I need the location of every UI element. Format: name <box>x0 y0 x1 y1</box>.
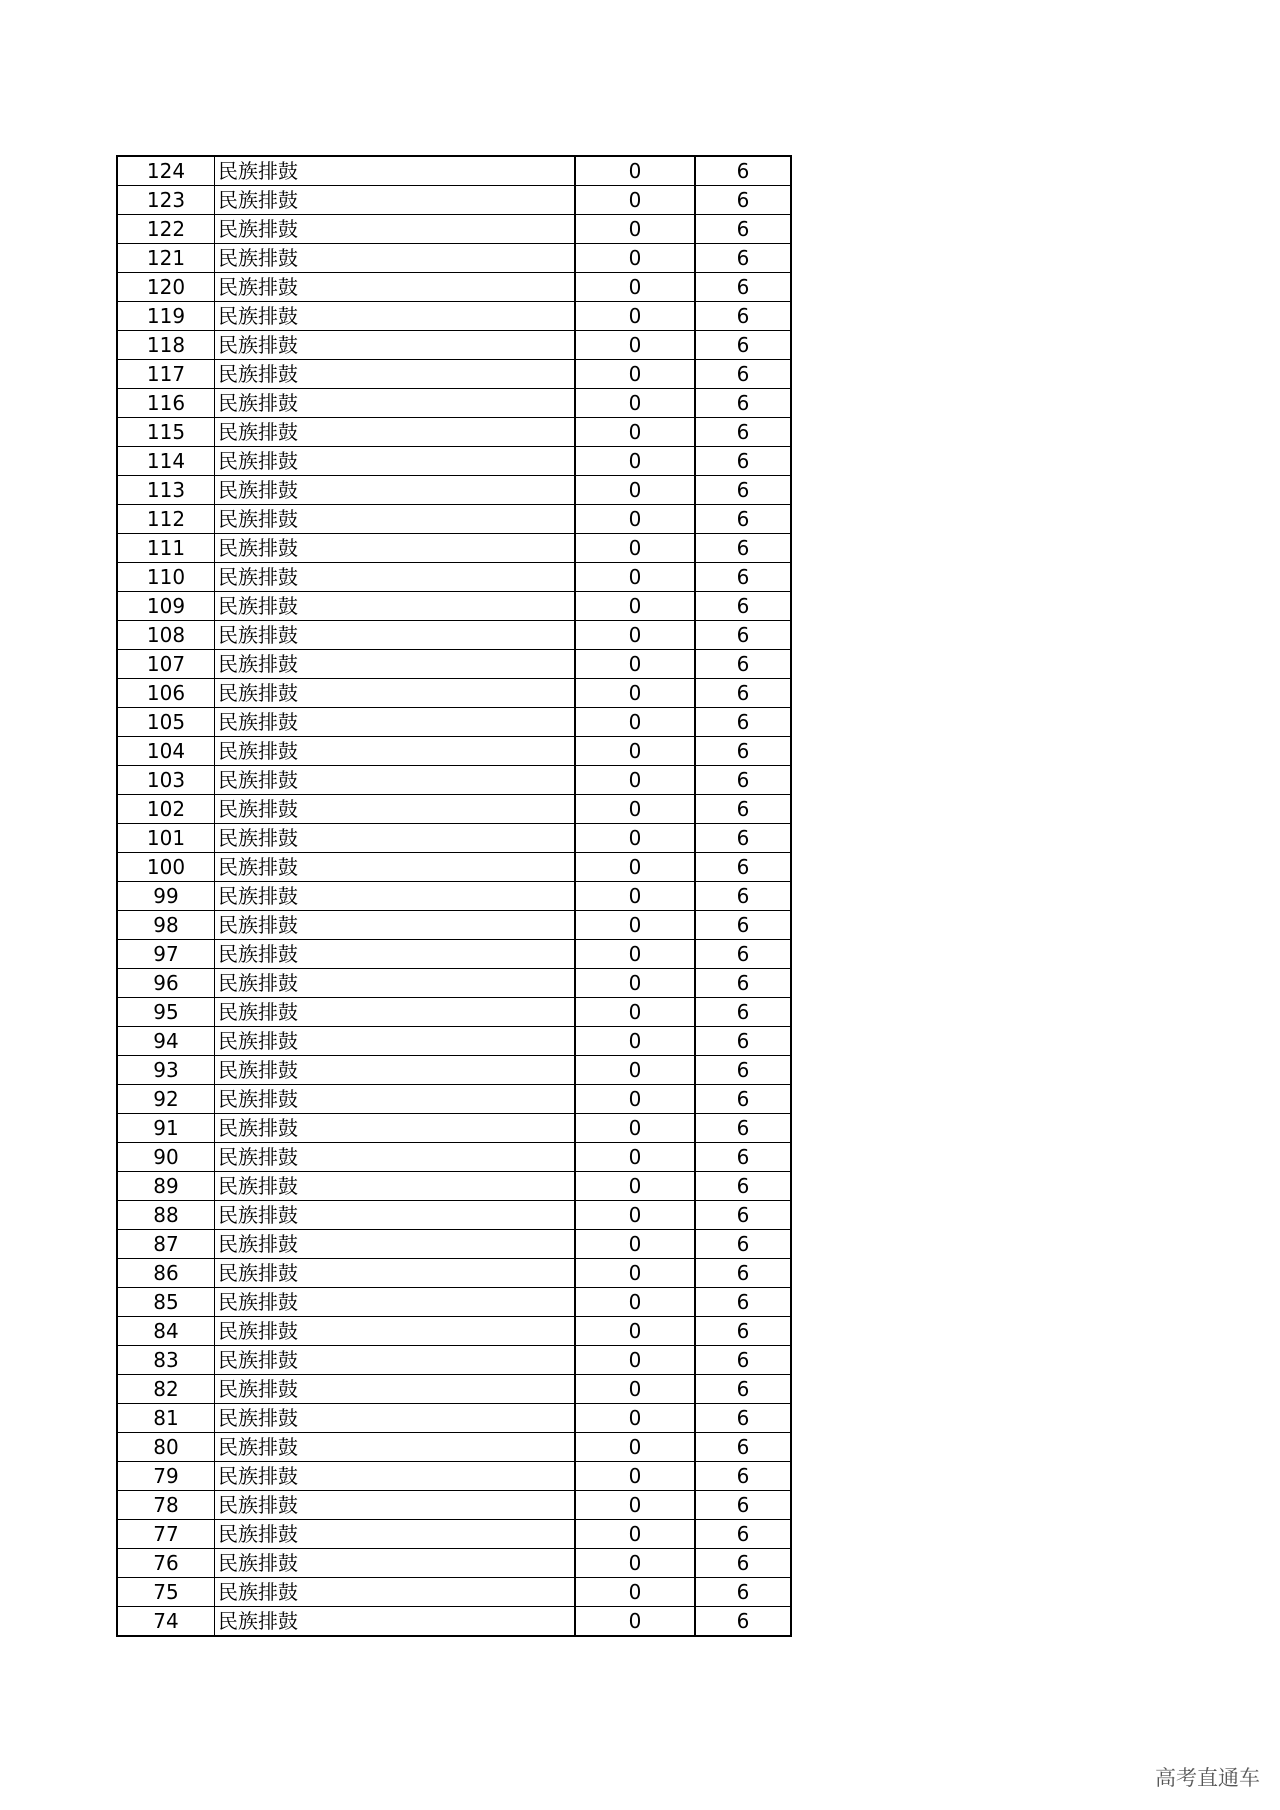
rank-cell: 113 <box>117 476 215 505</box>
name-cell: 民族排鼓 <box>215 1433 576 1462</box>
rank-cell: 112 <box>117 505 215 534</box>
rank-cell: 95 <box>117 998 215 1027</box>
value-a-cell: 0 <box>575 1607 695 1637</box>
rank-cell: 86 <box>117 1259 215 1288</box>
rank-cell: 90 <box>117 1143 215 1172</box>
value-b-cell: 6 <box>695 621 791 650</box>
table-row <box>117 766 791 795</box>
table-row <box>117 1201 791 1230</box>
table-row <box>117 1230 791 1259</box>
value-a-cell: 0 <box>575 186 695 215</box>
table-row <box>117 1288 791 1317</box>
rank-cell: 122 <box>117 215 215 244</box>
rank-cell: 105 <box>117 708 215 737</box>
name-cell: 民族排鼓 <box>215 476 576 505</box>
value-b-cell: 6 <box>695 1056 791 1085</box>
value-b-cell: 6 <box>695 1027 791 1056</box>
table-row <box>117 1549 791 1578</box>
value-b-cell: 6 <box>695 1404 791 1433</box>
value-a-cell: 0 <box>575 1433 695 1462</box>
value-b-cell: 6 <box>695 447 791 476</box>
table-row <box>117 940 791 969</box>
name-cell: 民族排鼓 <box>215 795 576 824</box>
value-a-cell: 0 <box>575 1056 695 1085</box>
value-b-cell: 6 <box>695 679 791 708</box>
rank-cell: 91 <box>117 1114 215 1143</box>
table-row <box>117 911 791 940</box>
table-row <box>117 563 791 592</box>
table-row <box>117 1143 791 1172</box>
rank-cell: 116 <box>117 389 215 418</box>
value-a-cell: 0 <box>575 1317 695 1346</box>
name-cell: 民族排鼓 <box>215 360 576 389</box>
name-cell: 民族排鼓 <box>215 1346 576 1375</box>
value-a-cell: 0 <box>575 1201 695 1230</box>
value-a-cell: 0 <box>575 708 695 737</box>
name-cell: 民族排鼓 <box>215 853 576 882</box>
table-row <box>117 1172 791 1201</box>
rank-cell: 96 <box>117 969 215 998</box>
name-cell: 民族排鼓 <box>215 418 576 447</box>
table-row <box>117 244 791 273</box>
value-b-cell: 6 <box>695 186 791 215</box>
rank-cell: 120 <box>117 273 215 302</box>
rank-cell: 107 <box>117 650 215 679</box>
name-cell: 民族排鼓 <box>215 998 576 1027</box>
value-a-cell: 0 <box>575 882 695 911</box>
value-b-cell: 6 <box>695 882 791 911</box>
rank-cell: 94 <box>117 1027 215 1056</box>
value-a-cell: 0 <box>575 940 695 969</box>
table-row <box>117 1056 791 1085</box>
name-cell: 民族排鼓 <box>215 1404 576 1433</box>
name-cell: 民族排鼓 <box>215 679 576 708</box>
table-row <box>117 853 791 882</box>
value-a-cell: 0 <box>575 592 695 621</box>
table-row <box>117 302 791 331</box>
value-a-cell: 0 <box>575 505 695 534</box>
value-a-cell: 0 <box>575 1520 695 1549</box>
rank-cell: 104 <box>117 737 215 766</box>
table-row <box>117 969 791 998</box>
value-a-cell: 0 <box>575 853 695 882</box>
value-a-cell: 0 <box>575 795 695 824</box>
value-b-cell: 6 <box>695 389 791 418</box>
value-b-cell: 6 <box>695 563 791 592</box>
value-b-cell: 6 <box>695 273 791 302</box>
name-cell: 民族排鼓 <box>215 592 576 621</box>
value-a-cell: 0 <box>575 1085 695 1114</box>
rank-cell: 117 <box>117 360 215 389</box>
value-a-cell: 0 <box>575 1462 695 1491</box>
value-b-cell: 6 <box>695 1346 791 1375</box>
name-cell: 民族排鼓 <box>215 1288 576 1317</box>
table-row <box>117 360 791 389</box>
value-a-cell: 0 <box>575 447 695 476</box>
value-a-cell: 0 <box>575 563 695 592</box>
value-b-cell: 6 <box>695 534 791 563</box>
rank-cell: 108 <box>117 621 215 650</box>
table-row <box>117 1491 791 1520</box>
value-b-cell: 6 <box>695 1114 791 1143</box>
value-a-cell: 0 <box>575 244 695 273</box>
table-body <box>117 156 791 1636</box>
name-cell: 民族排鼓 <box>215 331 576 360</box>
name-cell: 民族排鼓 <box>215 1114 576 1143</box>
rank-cell: 101 <box>117 824 215 853</box>
value-a-cell: 0 <box>575 534 695 563</box>
table-row <box>117 505 791 534</box>
value-b-cell: 6 <box>695 708 791 737</box>
rank-cell: 92 <box>117 1085 215 1114</box>
name-cell: 民族排鼓 <box>215 1578 576 1607</box>
table-row <box>117 592 791 621</box>
table-row <box>117 186 791 215</box>
value-b-cell: 6 <box>695 244 791 273</box>
rank-cell: 99 <box>117 882 215 911</box>
value-b-cell: 6 <box>695 360 791 389</box>
rank-cell: 110 <box>117 563 215 592</box>
table-row <box>117 534 791 563</box>
table-row <box>117 1375 791 1404</box>
name-cell: 民族排鼓 <box>215 447 576 476</box>
name-cell: 民族排鼓 <box>215 302 576 331</box>
value-b-cell: 6 <box>695 1491 791 1520</box>
value-b-cell: 6 <box>695 1520 791 1549</box>
name-cell: 民族排鼓 <box>215 505 576 534</box>
table-row <box>117 215 791 244</box>
name-cell: 民族排鼓 <box>215 1607 576 1637</box>
rank-cell: 115 <box>117 418 215 447</box>
value-b-cell: 6 <box>695 795 791 824</box>
value-a-cell: 0 <box>575 621 695 650</box>
value-a-cell: 0 <box>575 1288 695 1317</box>
value-b-cell: 6 <box>695 418 791 447</box>
table-row <box>117 679 791 708</box>
table-row <box>117 1259 791 1288</box>
table-row <box>117 1346 791 1375</box>
name-cell: 民族排鼓 <box>215 1317 576 1346</box>
value-a-cell: 0 <box>575 650 695 679</box>
value-b-cell: 6 <box>695 592 791 621</box>
value-a-cell: 0 <box>575 1143 695 1172</box>
table-row <box>117 1085 791 1114</box>
name-cell: 民族排鼓 <box>215 389 576 418</box>
value-a-cell: 0 <box>575 969 695 998</box>
value-b-cell: 6 <box>695 1172 791 1201</box>
table-row <box>117 1433 791 1462</box>
rank-cell: 81 <box>117 1404 215 1433</box>
value-a-cell: 0 <box>575 302 695 331</box>
value-b-cell: 6 <box>695 331 791 360</box>
value-b-cell: 6 <box>695 156 791 186</box>
value-a-cell: 0 <box>575 824 695 853</box>
rank-cell: 80 <box>117 1433 215 1462</box>
value-b-cell: 6 <box>695 476 791 505</box>
name-cell: 民族排鼓 <box>215 1549 576 1578</box>
rank-cell: 87 <box>117 1230 215 1259</box>
value-a-cell: 0 <box>575 998 695 1027</box>
rank-cell: 97 <box>117 940 215 969</box>
value-b-cell: 6 <box>695 1462 791 1491</box>
value-b-cell: 6 <box>695 911 791 940</box>
table-row <box>117 795 791 824</box>
value-b-cell: 6 <box>695 737 791 766</box>
rank-cell: 98 <box>117 911 215 940</box>
value-a-cell: 0 <box>575 360 695 389</box>
value-b-cell: 6 <box>695 1230 791 1259</box>
table-row <box>117 708 791 737</box>
name-cell: 民族排鼓 <box>215 186 576 215</box>
name-cell: 民族排鼓 <box>215 1259 576 1288</box>
value-b-cell: 6 <box>695 853 791 882</box>
rank-cell: 123 <box>117 186 215 215</box>
value-b-cell: 6 <box>695 1607 791 1637</box>
rank-cell: 79 <box>117 1462 215 1491</box>
rank-cell: 111 <box>117 534 215 563</box>
value-b-cell: 6 <box>695 1143 791 1172</box>
rank-cell: 114 <box>117 447 215 476</box>
value-a-cell: 0 <box>575 679 695 708</box>
name-cell: 民族排鼓 <box>215 621 576 650</box>
value-b-cell: 6 <box>695 940 791 969</box>
rank-cell: 84 <box>117 1317 215 1346</box>
rank-cell: 100 <box>117 853 215 882</box>
rank-cell: 74 <box>117 1607 215 1637</box>
value-a-cell: 0 <box>575 331 695 360</box>
rank-cell: 124 <box>117 156 215 186</box>
table-row <box>117 1027 791 1056</box>
value-b-cell: 6 <box>695 505 791 534</box>
value-a-cell: 0 <box>575 418 695 447</box>
score-table <box>116 155 792 1637</box>
value-a-cell: 0 <box>575 1259 695 1288</box>
rank-cell: 82 <box>117 1375 215 1404</box>
value-b-cell: 6 <box>695 1433 791 1462</box>
rank-cell: 76 <box>117 1549 215 1578</box>
rank-cell: 85 <box>117 1288 215 1317</box>
name-cell: 民族排鼓 <box>215 1201 576 1230</box>
name-cell: 民族排鼓 <box>215 563 576 592</box>
name-cell: 民族排鼓 <box>215 1085 576 1114</box>
rank-cell: 106 <box>117 679 215 708</box>
rank-cell: 102 <box>117 795 215 824</box>
name-cell: 民族排鼓 <box>215 1462 576 1491</box>
rank-cell: 75 <box>117 1578 215 1607</box>
name-cell: 民族排鼓 <box>215 534 576 563</box>
rank-cell: 89 <box>117 1172 215 1201</box>
value-a-cell: 0 <box>575 911 695 940</box>
table-row <box>117 824 791 853</box>
value-a-cell: 0 <box>575 1230 695 1259</box>
value-b-cell: 6 <box>695 969 791 998</box>
name-cell: 民族排鼓 <box>215 1520 576 1549</box>
watermark-text: 高考直通车 <box>1155 1766 1260 1790</box>
table-row <box>117 418 791 447</box>
value-b-cell: 6 <box>695 998 791 1027</box>
table-row <box>117 1462 791 1491</box>
value-b-cell: 6 <box>695 650 791 679</box>
value-a-cell: 0 <box>575 1027 695 1056</box>
value-a-cell: 0 <box>575 156 695 186</box>
name-cell: 民族排鼓 <box>215 737 576 766</box>
value-a-cell: 0 <box>575 766 695 795</box>
value-b-cell: 6 <box>695 215 791 244</box>
rank-cell: 103 <box>117 766 215 795</box>
value-b-cell: 6 <box>695 1288 791 1317</box>
name-cell: 民族排鼓 <box>215 882 576 911</box>
name-cell: 民族排鼓 <box>215 650 576 679</box>
value-a-cell: 0 <box>575 1549 695 1578</box>
value-a-cell: 0 <box>575 273 695 302</box>
table-row <box>117 156 791 186</box>
value-b-cell: 6 <box>695 766 791 795</box>
table-row <box>117 998 791 1027</box>
table-row <box>117 650 791 679</box>
name-cell: 民族排鼓 <box>215 156 576 186</box>
name-cell: 民族排鼓 <box>215 244 576 273</box>
name-cell: 民族排鼓 <box>215 1027 576 1056</box>
value-a-cell: 0 <box>575 1491 695 1520</box>
value-b-cell: 6 <box>695 824 791 853</box>
table-row <box>117 1607 791 1637</box>
rank-cell: 121 <box>117 244 215 273</box>
value-a-cell: 0 <box>575 1375 695 1404</box>
name-cell: 民族排鼓 <box>215 273 576 302</box>
value-a-cell: 0 <box>575 1404 695 1433</box>
table-row <box>117 389 791 418</box>
value-a-cell: 0 <box>575 1578 695 1607</box>
value-a-cell: 0 <box>575 476 695 505</box>
value-b-cell: 6 <box>695 1085 791 1114</box>
value-b-cell: 6 <box>695 1375 791 1404</box>
table-row <box>117 1578 791 1607</box>
value-b-cell: 6 <box>695 1317 791 1346</box>
name-cell: 民族排鼓 <box>215 824 576 853</box>
value-a-cell: 0 <box>575 389 695 418</box>
table-row <box>117 621 791 650</box>
table-row <box>117 331 791 360</box>
rank-cell: 119 <box>117 302 215 331</box>
name-cell: 民族排鼓 <box>215 1491 576 1520</box>
value-b-cell: 6 <box>695 1549 791 1578</box>
value-a-cell: 0 <box>575 215 695 244</box>
rank-cell: 93 <box>117 1056 215 1085</box>
value-a-cell: 0 <box>575 1172 695 1201</box>
rank-cell: 88 <box>117 1201 215 1230</box>
name-cell: 民族排鼓 <box>215 215 576 244</box>
name-cell: 民族排鼓 <box>215 1375 576 1404</box>
value-b-cell: 6 <box>695 302 791 331</box>
value-b-cell: 6 <box>695 1259 791 1288</box>
name-cell: 民族排鼓 <box>215 766 576 795</box>
table-row <box>117 737 791 766</box>
table-row <box>117 1520 791 1549</box>
rank-cell: 78 <box>117 1491 215 1520</box>
table-row <box>117 882 791 911</box>
rank-cell: 118 <box>117 331 215 360</box>
name-cell: 民族排鼓 <box>215 1230 576 1259</box>
table-row <box>117 1404 791 1433</box>
name-cell: 民族排鼓 <box>215 708 576 737</box>
value-a-cell: 0 <box>575 737 695 766</box>
name-cell: 民族排鼓 <box>215 1056 576 1085</box>
table-row <box>117 1317 791 1346</box>
rank-cell: 83 <box>117 1346 215 1375</box>
name-cell: 民族排鼓 <box>215 911 576 940</box>
table-row <box>117 1114 791 1143</box>
table-row <box>117 476 791 505</box>
rank-cell: 109 <box>117 592 215 621</box>
rank-cell: 77 <box>117 1520 215 1549</box>
table-row <box>117 447 791 476</box>
name-cell: 民族排鼓 <box>215 1143 576 1172</box>
value-a-cell: 0 <box>575 1114 695 1143</box>
value-a-cell: 0 <box>575 1346 695 1375</box>
value-b-cell: 6 <box>695 1578 791 1607</box>
name-cell: 民族排鼓 <box>215 969 576 998</box>
value-b-cell: 6 <box>695 1201 791 1230</box>
table-row <box>117 273 791 302</box>
name-cell: 民族排鼓 <box>215 1172 576 1201</box>
name-cell: 民族排鼓 <box>215 940 576 969</box>
